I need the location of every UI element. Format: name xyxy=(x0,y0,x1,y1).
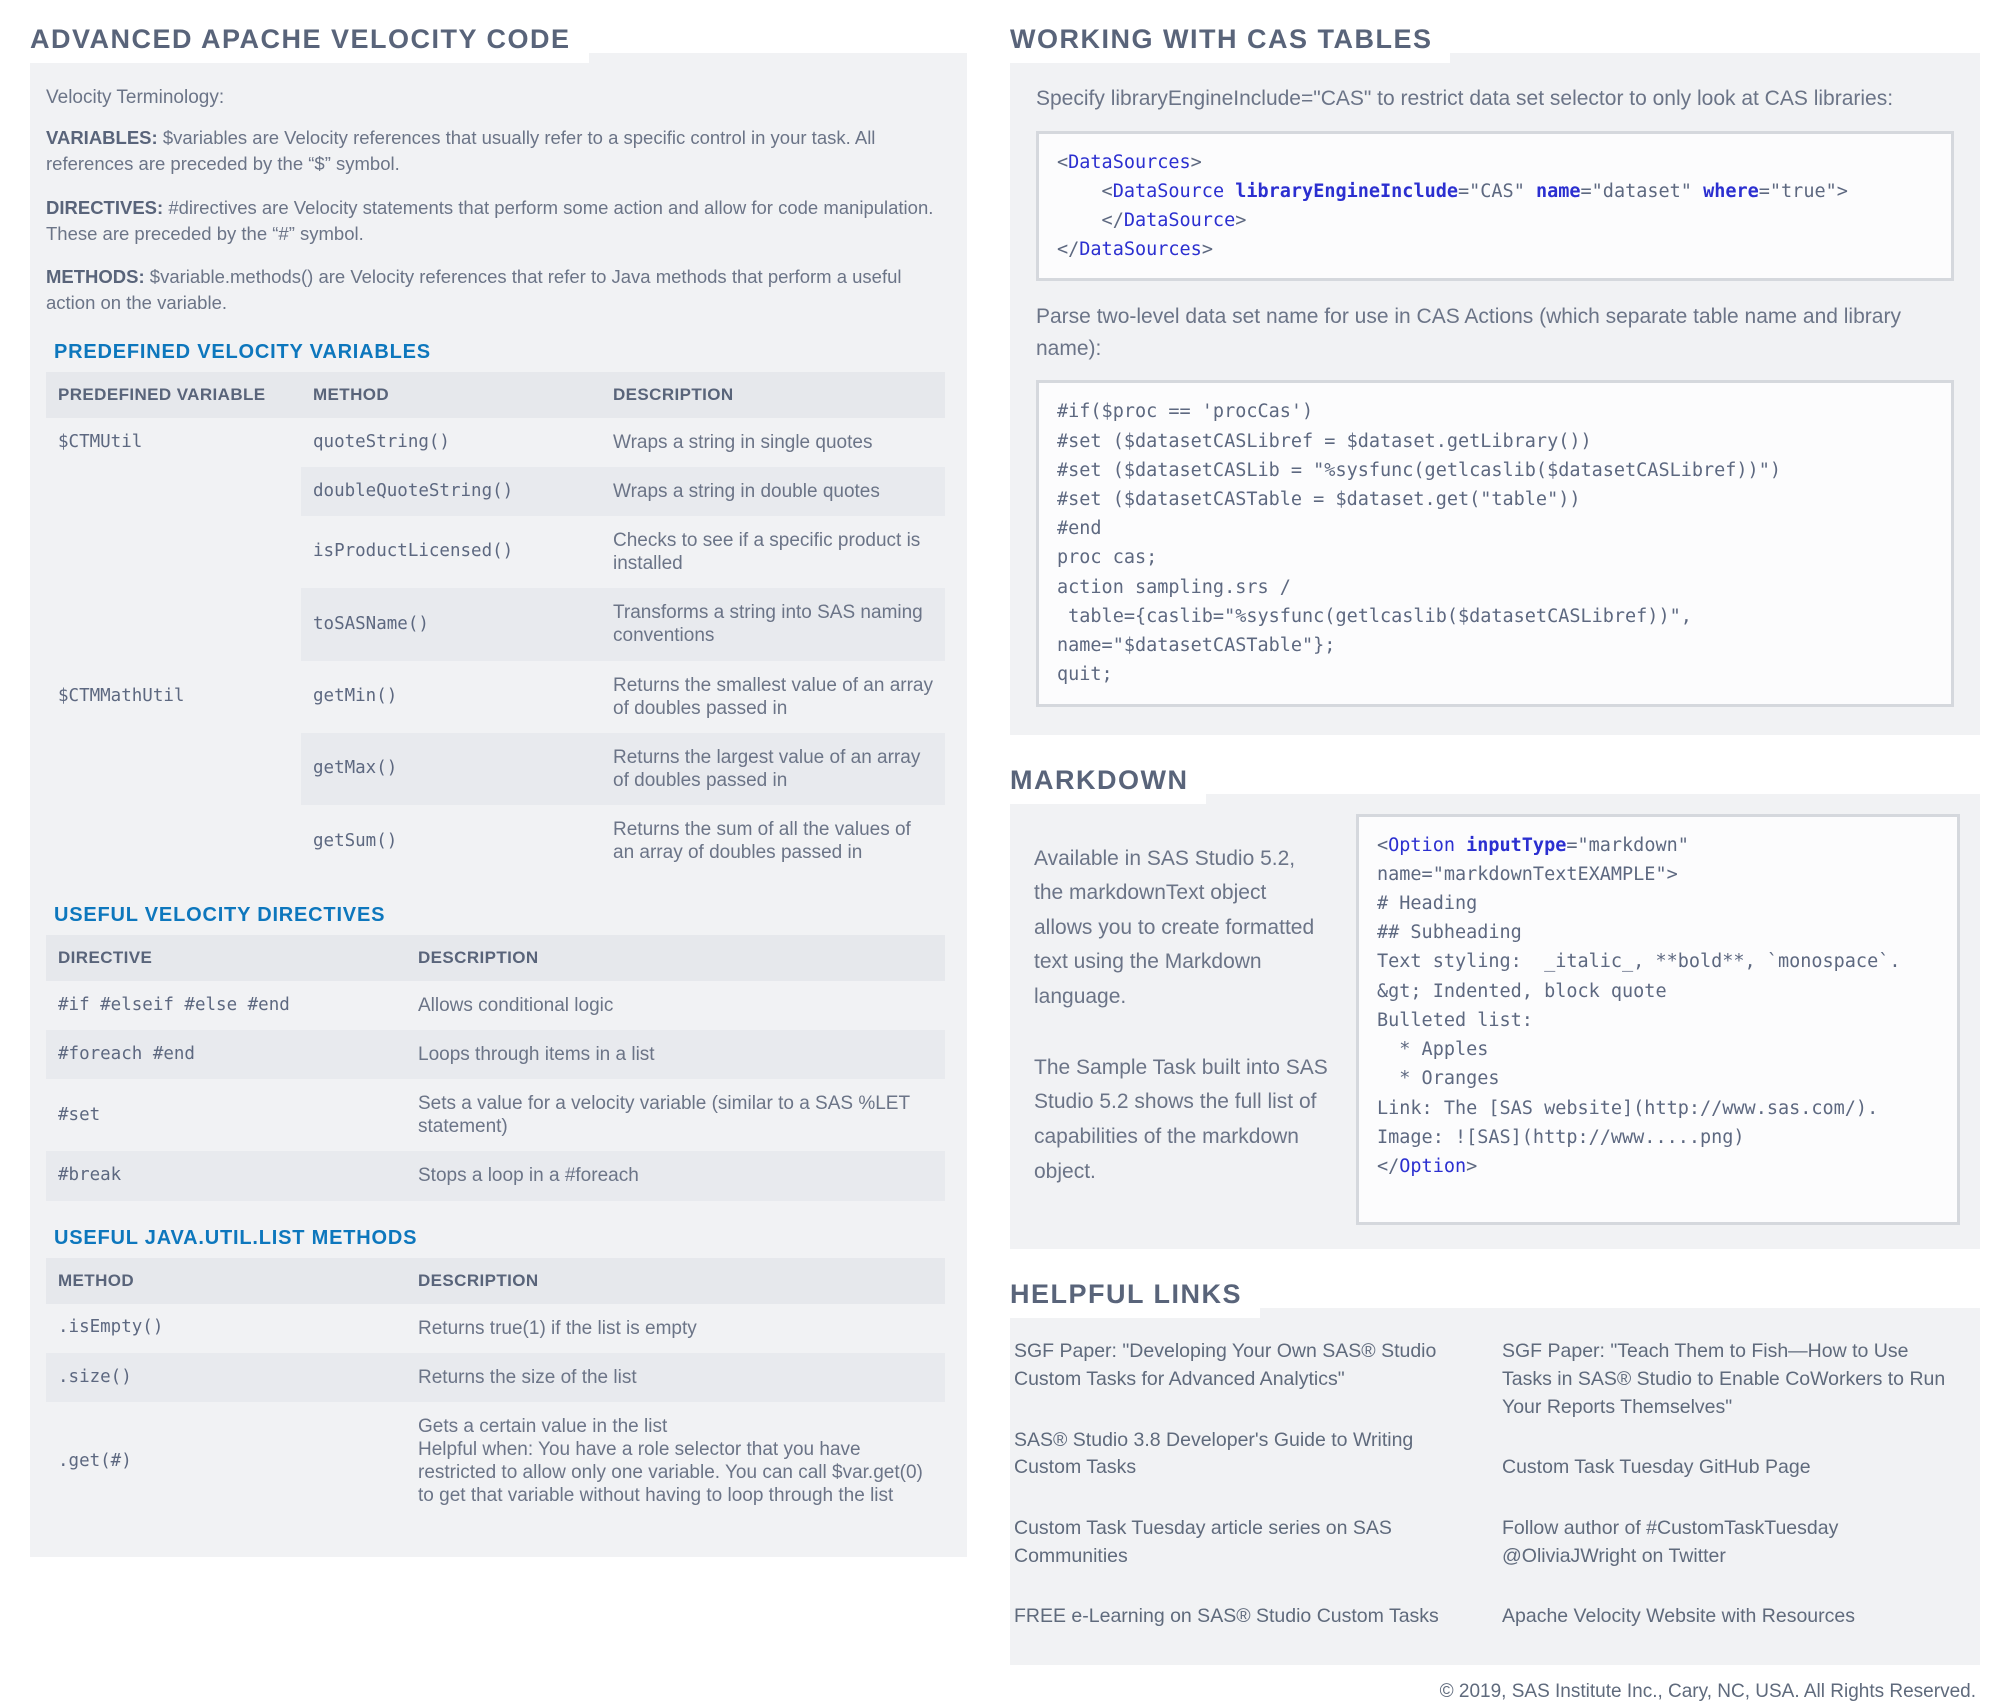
variable-cell xyxy=(46,733,301,805)
column-header: METHOD xyxy=(46,1258,406,1304)
page-title: ADVANCED APACHE VELOCITY CODE xyxy=(30,24,589,63)
java-list-methods-table xyxy=(46,1258,945,1521)
link[interactable]: SAS® Studio 3.8 Developer's Guide to Writing Custom Tasks xyxy=(1014,1428,1414,1479)
terminology-item-variables xyxy=(46,125,945,178)
table-row xyxy=(46,1402,945,1521)
description-cell: Wraps a string in single quotes xyxy=(613,431,873,453)
table-row xyxy=(46,588,945,660)
method-cell: toSASName() xyxy=(301,588,601,660)
directive-cell: #break xyxy=(46,1151,406,1200)
table-row xyxy=(46,1079,945,1151)
markdown-panel xyxy=(1010,794,1980,1250)
link[interactable]: SGF Paper: "Teach Them to Fish—How to Use Tasks in SAS® Studio to Enable CoWorkers to Run Your Reports Themselves" xyxy=(1502,1340,1946,1418)
table-row xyxy=(46,516,945,588)
helpful-links-title: HELPFUL LINKS xyxy=(1010,1279,1260,1318)
cas-actions-code-block: #if($proc == 'procCas') #set ($datasetCASLibref = $dataset.getLibrary()) #set ($datasetCASLib = "%sysfunc(getlcaslib($datasetCASLibref))") #set ($datasetCASTable = $dataset.get("table")) #end proc cas; action sampling.srs / table={caslib="%sysfunc(getlcaslib($datasetCASLibref))", name="$datasetCASTable"}; quit; xyxy=(1036,380,1954,706)
description-cell: Wraps a string in double quotes xyxy=(601,467,945,516)
description-line: Gets a certain value in the list xyxy=(418,1415,668,1437)
table-row xyxy=(46,1030,945,1079)
table-row xyxy=(46,733,945,805)
links-column-1 xyxy=(1014,1338,1468,1631)
table-header-row xyxy=(46,372,945,418)
description-line: Helpful when: You have a role selector that you have restricted to allow only one variable. You can call $var.get(0) to get that variable without having to loop through the list xyxy=(418,1439,923,1507)
method-cell: .get(#) xyxy=(58,1450,132,1471)
terminology-label: Velocity Terminology: xyxy=(46,87,225,108)
method-cell: quoteString() xyxy=(313,431,450,452)
link[interactable]: SGF Paper: "Developing Your Own SAS® Studio Custom Tasks for Advanced Analytics" xyxy=(1014,1340,1437,1391)
method-cell: getMin() xyxy=(313,686,398,707)
description-cell: Returns the largest value of an array of doubles passed in xyxy=(601,733,945,805)
description-cell: Returns true(1) if the list is empty xyxy=(418,1317,697,1339)
helpful-links-section xyxy=(1010,1279,1980,1665)
left-column xyxy=(30,24,967,1703)
velocity-panel xyxy=(30,53,967,1557)
description-cell: Returns the smallest value of an array of doubles passed in xyxy=(613,674,933,719)
variable-cell xyxy=(46,805,301,877)
variable-cell xyxy=(46,516,301,588)
term-lead: DIRECTIVES: xyxy=(46,196,164,218)
variable-cell xyxy=(46,588,301,660)
cas-tables-title: WORKING WITH CAS TABLES xyxy=(1010,24,1450,63)
method-cell: getSum() xyxy=(313,830,398,851)
variable-cell xyxy=(46,467,301,516)
cas-tables-panel xyxy=(1010,53,1980,735)
term-lead: METHODS: xyxy=(46,266,145,288)
table-header-row xyxy=(46,935,945,981)
term-text: #directives are Velocity statements that perform some action and allow for code manipulation. These are preceded by the “#” symbol. xyxy=(46,196,934,244)
predefined-variables-table xyxy=(46,372,945,878)
description-cell: Returns the size of the list xyxy=(406,1353,945,1402)
table-row xyxy=(46,1151,945,1200)
table-row xyxy=(46,1353,945,1402)
column-header: PREDEFINED VARIABLE xyxy=(46,372,301,418)
link[interactable]: Apache Velocity Website with Resources xyxy=(1502,1605,1855,1628)
column-header: DESCRIPTION xyxy=(601,372,945,418)
cas-intro-text: Specify libraryEngineInclude="CAS" to restrict data set selector to only look at CAS libraries: xyxy=(1036,87,1894,110)
column-header: METHOD xyxy=(301,372,601,418)
markdown-title: MARKDOWN xyxy=(1010,765,1206,804)
description-cell: Stops a loop in a #foreach xyxy=(406,1151,945,1200)
links-column-2 xyxy=(1502,1338,1956,1631)
method-cell: .size() xyxy=(46,1353,406,1402)
helpful-links-panel xyxy=(1010,1308,1980,1665)
terminology-item-methods xyxy=(46,264,945,317)
table-row xyxy=(46,467,945,516)
markdown-code-block: <Option inputType="markdown" name="markdownTextEXAMPLE"> # Heading ## Subheading Text styling: _italic_, **bold**, `monospace`. &gt; Indented, block quote Bulleted list: * Apples * Oranges Link: The [SAS website](http://www.sas.com/). Image: ![SAS](http://www.....png) </Option> xyxy=(1356,814,1960,1226)
term-text: $variables are Velocity references that usually refer to a specific control in your task. All references are preceded by the “$” symbol. xyxy=(46,127,876,175)
markdown-paragraph: The Sample Task built into SAS Studio 5.2 shows the full list of capabilities of the markdown object. xyxy=(1034,1055,1328,1183)
cas-parse-text: Parse two-level data set name for use in CAS Actions (which separate table name and library name): xyxy=(1036,305,1901,360)
java-list-methods-heading: USEFUL JAVA.UTIL.LIST METHODS xyxy=(54,1226,418,1249)
link[interactable]: Custom Task Tuesday GitHub Page xyxy=(1502,1456,1811,1479)
variable-cell: $CTMMathUtil xyxy=(58,686,185,707)
markdown-description xyxy=(1030,814,1330,1226)
markdown-paragraph: Available in SAS Studio 5.2, the markdownText object allows you to create formatted text using the Markdown language. xyxy=(1034,846,1315,1009)
table-row xyxy=(46,981,945,1030)
link[interactable]: FREE e-Learning on SAS® Studio Custom Tasks xyxy=(1014,1605,1439,1628)
description-cell: Transforms a string into SAS naming conventions xyxy=(601,588,945,660)
term-text: $variable.methods() are Velocity references that refer to Java methods that perform a useful action on the variable. xyxy=(46,266,902,314)
description-cell xyxy=(406,1402,945,1521)
copyright-footer: © 2019, SAS Institute Inc., Cary, NC, USA. All Rights Reserved. xyxy=(1439,1681,1976,1703)
description-cell: Loops through items in a list xyxy=(406,1030,945,1079)
method-cell: getMax() xyxy=(301,733,601,805)
terminology-item-directives xyxy=(46,195,945,248)
description-cell: Allows conditional logic xyxy=(418,994,614,1016)
directive-cell: #if #elseif #else #end xyxy=(58,994,290,1015)
description-cell: Checks to see if a specific product is installed xyxy=(613,529,921,575)
table-header-row xyxy=(46,1258,945,1304)
link[interactable]: Custom Task Tuesday article series on SAS Communities xyxy=(1014,1517,1392,1567)
variable-cell: $CTMUtil xyxy=(58,431,143,452)
term-lead: VARIABLES: xyxy=(46,127,158,148)
markdown-section xyxy=(1010,765,1980,1250)
table-row xyxy=(46,661,945,733)
directive-cell: #set xyxy=(58,1104,101,1125)
column-header: DIRECTIVE xyxy=(46,935,406,981)
column-header: DESCRIPTION xyxy=(406,1258,945,1304)
method-cell: isProductLicensed() xyxy=(313,541,514,562)
cas-tables-section xyxy=(1010,24,1980,735)
description-cell: Sets a value for a velocity variable (similar to a SAS %LET statement) xyxy=(418,1093,910,1138)
velocity-directives-heading: USEFUL VELOCITY DIRECTIVES xyxy=(54,903,386,926)
method-cell: doubleQuoteString() xyxy=(301,467,601,516)
directive-cell: #foreach #end xyxy=(46,1030,406,1079)
link[interactable]: Follow author of #CustomTaskTuesday @OliviaJWright on Twitter xyxy=(1502,1517,1839,1567)
table-row xyxy=(46,1304,945,1353)
table-row xyxy=(46,805,945,877)
datasources-code-block: <DataSources> <DataSource libraryEngineInclude="CAS" name="dataset" where="true"> </DataSource> </DataSources> xyxy=(1036,131,1954,282)
right-column xyxy=(1010,24,1980,1703)
table-row xyxy=(46,418,945,467)
predefined-variables-heading: PREDEFINED VELOCITY VARIABLES xyxy=(54,340,431,363)
velocity-directives-table xyxy=(46,935,945,1201)
column-header: DESCRIPTION xyxy=(406,935,945,981)
method-cell: .isEmpty() xyxy=(58,1317,164,1338)
description-cell: Returns the sum of all the values of an array of doubles passed in xyxy=(613,819,911,864)
